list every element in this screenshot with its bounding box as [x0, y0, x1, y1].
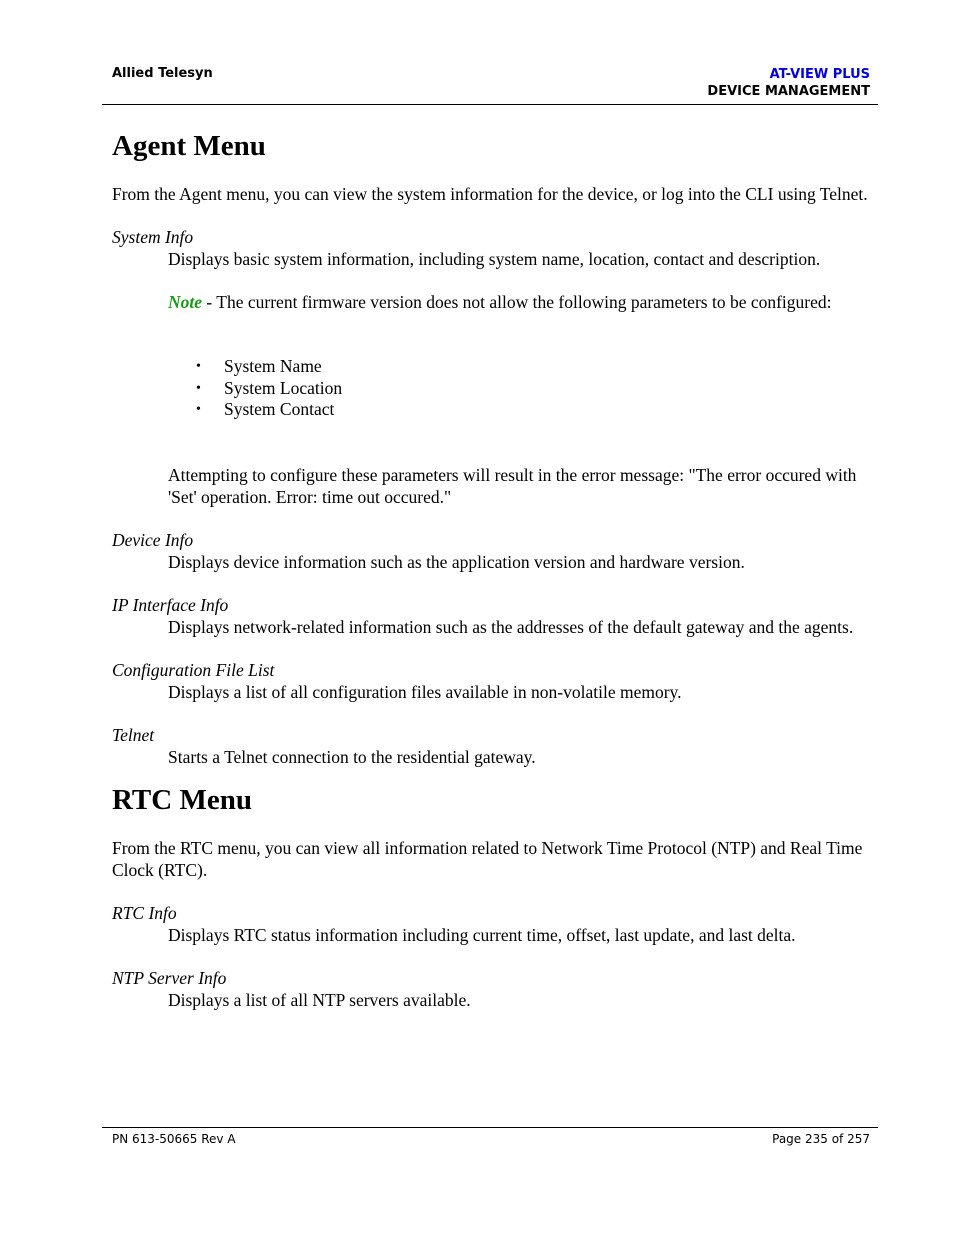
page-content: [112, 128, 872, 1011]
footer-rule: [102, 1127, 878, 1128]
rtc-menu-heading: RTC Menu: [112, 783, 252, 816]
ip-interface-info-term: IP Interface Info: [112, 594, 229, 615]
header-section: DEVICE MANAGEMENT: [707, 84, 870, 99]
ntp-server-info-desc: Displays a list of all NTP servers available.: [168, 989, 471, 1010]
agent-menu-heading: Agent Menu: [112, 130, 266, 162]
list-item: • System Location: [224, 378, 872, 400]
config-file-list-term: Configuration File List: [112, 659, 275, 680]
note-text: - The current firmware version does not allow the following parameters to be configured:: [202, 292, 832, 312]
device-info-term: Device Info: [112, 529, 194, 550]
header-rule: [102, 104, 878, 105]
rtc-info-term: RTC Info: [112, 902, 177, 923]
header-company: Allied Telesyn: [112, 66, 213, 81]
footer-part-number: PN 613-50665 Rev A: [112, 1132, 236, 1146]
device-info-desc: Displays device information such as the application version and hardware version.: [168, 551, 745, 572]
unconfigurable-params-list: [112, 356, 872, 421]
ip-interface-info-desc: Displays network-related information such as the addresses of the default gateway and the agents.: [168, 616, 854, 637]
rtc-info-desc: Displays RTC status information including current time, offset, last update, and last delta.: [168, 924, 796, 945]
system-info-desc: Displays basic system information, including system name, location, contact and description.: [168, 249, 821, 269]
system-info-term: System Info: [112, 227, 194, 247]
config-file-list-desc: Displays a list of all configuration files available in non-volatile memory.: [168, 681, 682, 702]
list-item: • System Name: [224, 356, 872, 378]
header-product-block: [707, 66, 870, 100]
error-message-para: Attempting to configure these parameters will result in the error message: "The error occured with 'Set' operation. Error: time out occured.": [168, 464, 857, 507]
header-product: AT-VIEW PLUS: [769, 67, 870, 82]
rtc-intro: From the RTC menu, you can view all information related to Network Time Protocol (NTP) and Real Time Clock (RTC).: [112, 837, 863, 880]
telnet-desc: Starts a Telnet connection to the residential gateway.: [168, 746, 536, 767]
ntp-server-info-term: NTP Server Info: [112, 967, 227, 988]
note-label: Note: [168, 292, 203, 312]
list-item: • System Contact: [224, 399, 872, 421]
agent-intro: From the Agent menu, you can view the system information for the device, or log into the CLI using Telnet.: [112, 184, 868, 204]
telnet-term: Telnet: [112, 724, 155, 745]
system-info-note: [112, 291, 872, 313]
footer-page-number: Page 235 of 257: [772, 1132, 870, 1146]
